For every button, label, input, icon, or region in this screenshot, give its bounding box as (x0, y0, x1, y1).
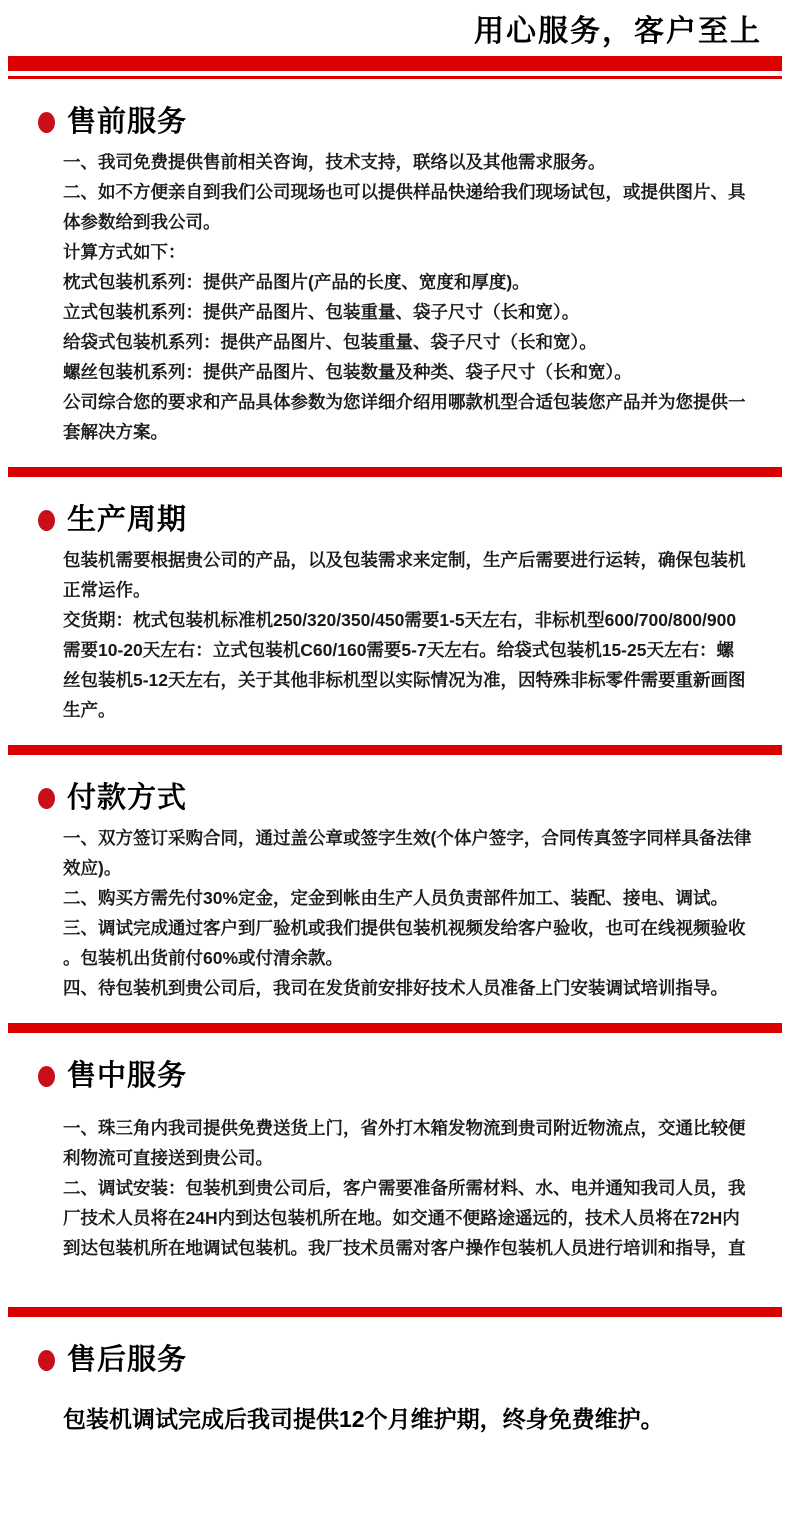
section-aftersale-service (0, 1343, 790, 1437)
text-line: 三、调试完成通过客户到厂验机或我们提供包装机视频发给客户验收，也可在线视频验收 (63, 918, 746, 938)
section-divider (8, 745, 782, 755)
red-dot-icon (38, 1350, 55, 1371)
text-line: 包装机调试完成后我司提供12个月维护期，终身免费维护。 (63, 1406, 664, 1432)
text-line: 公司综合您的要求和产品具体参数为您详细介绍用哪款机型合适包装您产品并为您提供一 (63, 392, 746, 412)
header-bar-thin (8, 76, 782, 79)
text-line: 体参数给到我公司。 (63, 212, 221, 232)
text-line: 厂技术人员将在24H内到达包装机所在地。如交通不便路途遥远的，技术人员将在72H内 (63, 1208, 740, 1228)
section-body (0, 1101, 790, 1263)
text-line: 套解决方案。 (63, 422, 168, 442)
text-line: 二、购买方需先付30%定金，定金到帐由生产人员负责部件加工、装配、接电、调试。 (63, 888, 729, 908)
red-dot-icon (38, 112, 55, 133)
text-line: 二、调试安装：包装机到贵公司后，客户需要准备所需材料、水、电并通知我司人员，我 (63, 1178, 746, 1198)
section-header (0, 503, 790, 537)
section-presale-service (0, 105, 790, 447)
section-title: 售前服务 (67, 106, 188, 138)
text-line: 效应)。 (63, 858, 122, 878)
text-line: 交货期：枕式包装机标准机250/320/350/450需要1-5天左右，非标机型600/700/800/900 (63, 610, 737, 630)
text-line: 生产。 (63, 700, 116, 720)
section-body (0, 147, 790, 447)
section-divider (8, 1023, 782, 1033)
section-body (0, 1385, 790, 1437)
text-line: 一、我司免费提供售前相关咨询，技术支持，联络以及其他需求服务。 (63, 152, 606, 172)
text-line: 包装机需要根据贵公司的产品，以及包装需求来定制，生产后需要进行运转，确保包装机 (63, 550, 746, 570)
section-title: 生产周期 (67, 504, 188, 536)
section-body (0, 545, 790, 725)
text-line: 二、如不方便亲自到我们公司现场也可以提供样品快递给我们现场试包，或提供图片、具 (63, 182, 746, 202)
text-line: 利物流可直接送到贵公司。 (63, 1148, 273, 1168)
red-dot-icon (38, 510, 55, 531)
section-divider (8, 1307, 782, 1317)
text-line: 给袋式包装机系列：提供产品图片、包装重量、袋子尺寸（长和宽）。 (63, 332, 597, 352)
section-header (0, 781, 790, 815)
section-midsale-service (0, 1059, 790, 1263)
text-line: 计算方式如下： (63, 242, 186, 262)
text-line: 需要10-20天左右：立式包装机C60/160需要5-7天左右。给袋式包装机15-25天左右：螺 (63, 640, 734, 660)
text-line: 枕式包装机系列：提供产品图片(产品的长度、宽度和厚度)。 (63, 272, 530, 292)
text-line: 。包装机出货前付60%或付清余款。 (63, 948, 344, 968)
section-divider (8, 467, 782, 477)
section-payment-method (0, 781, 790, 1003)
section-header (0, 1059, 790, 1093)
text-line: 一、双方签订采购合同，通过盖公章或签字生效(个体户签字，合同传真签字同样具备法律 (63, 828, 752, 848)
section-body (0, 823, 790, 1003)
text-line: 一、珠三角内我司提供免费送货上门，省外打木箱发物流到贵司附近物流点，交通比较便 (63, 1118, 746, 1138)
text-line: 正常运作。 (63, 580, 151, 600)
text-line: 螺丝包装机系列：提供产品图片、包装数量及种类、袋子尺寸（长和宽）。 (63, 362, 632, 382)
red-dot-icon (38, 788, 55, 809)
text-line: 到达包装机所在地调试包装机。我厂技术员需对客户操作包装机人员进行培训和指导，直 (63, 1238, 746, 1258)
page-slogan: 用心服务，客户至上 (474, 15, 762, 48)
red-dot-icon (38, 1066, 55, 1087)
header-bar-thick (8, 56, 782, 71)
section-title: 售中服务 (67, 1060, 188, 1092)
section-header (0, 105, 790, 139)
text-line: 立式包装机系列：提供产品图片、包装重量、袋子尺寸（长和宽）。 (63, 302, 580, 322)
section-title: 付款方式 (67, 782, 188, 814)
section-header (0, 1343, 790, 1377)
text-line: 四、待包装机到贵公司后，我司在发货前安排好技术人员准备上门安装调试培训指导。 (63, 978, 728, 998)
section-title: 售后服务 (67, 1344, 188, 1376)
section-production-cycle (0, 503, 790, 725)
text-line: 丝包装机5-12天左右，关于其他非标机型以实际情况为准，因特殊非标零件需要重新画图 (63, 670, 746, 690)
